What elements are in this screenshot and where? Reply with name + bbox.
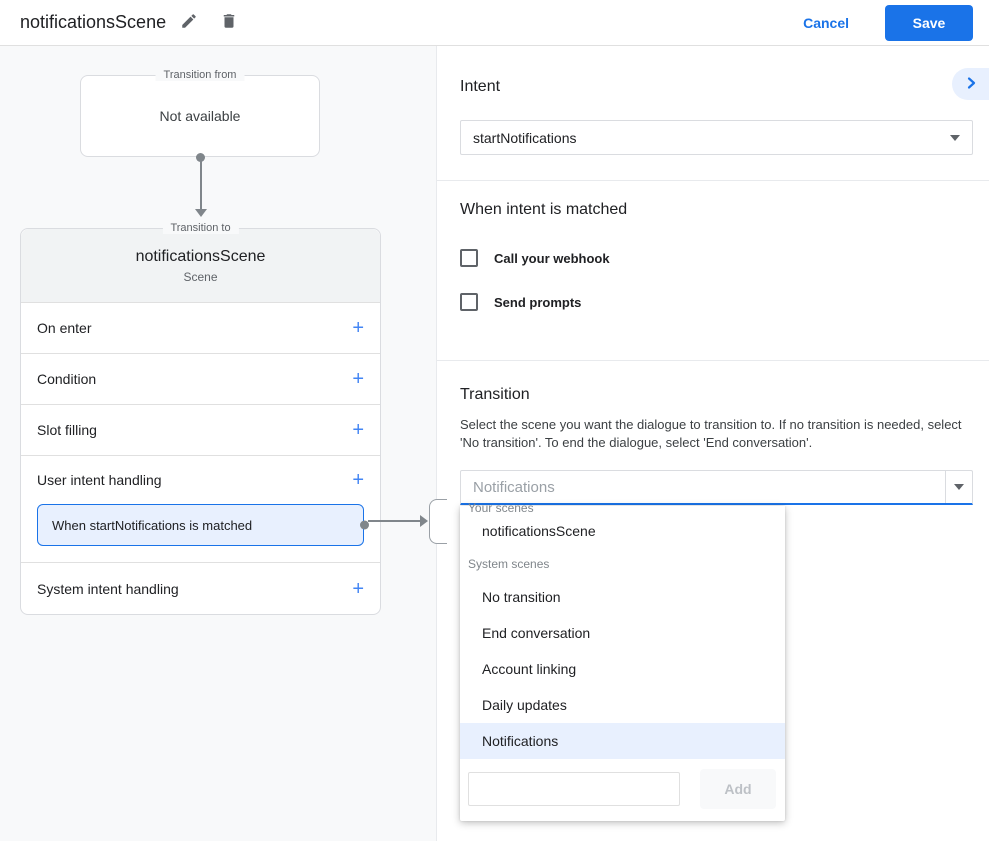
dropdown-footer — [460, 759, 785, 821]
arrow-right-icon — [420, 515, 428, 527]
matched-heading: When intent is matched — [460, 201, 628, 218]
section-on-enter[interactable]: On enter + — [21, 303, 380, 354]
caret-down-icon — [954, 484, 964, 490]
transition-to-legend: Transition to — [162, 222, 238, 234]
scene-card — [20, 222, 381, 615]
arrow-down-icon — [195, 209, 207, 217]
checkbox-call-webhook[interactable]: Call your webhook — [460, 249, 610, 267]
section-divider — [437, 360, 989, 361]
collapse-panel-button[interactable] — [952, 68, 989, 100]
dropdown-item-notificationsscene[interactable]: notificationsScene — [482, 523, 596, 539]
caret-down-icon — [950, 135, 960, 141]
partial-target-node — [429, 499, 447, 544]
dropdown-item-no-transition[interactable]: No transition — [482, 589, 561, 605]
dropdown-item-end-conversation[interactable]: End conversation — [482, 625, 591, 641]
dropdown-item-account-linking[interactable]: Account linking — [482, 661, 577, 677]
chevron-right-icon — [965, 77, 977, 92]
section-condition[interactable]: Condition + — [21, 354, 380, 405]
section-system-intent-handling[interactable]: System intent handling + — [21, 563, 380, 614]
save-button[interactable]: Save — [885, 5, 973, 41]
add-scene-button[interactable]: Add — [700, 769, 776, 809]
add-icon[interactable] — [352, 369, 364, 389]
transition-combobox — [460, 470, 973, 505]
add-icon[interactable] — [352, 579, 364, 599]
edit-title-button[interactable] — [172, 6, 206, 40]
add-icon[interactable] — [352, 318, 364, 338]
transition-description: Select the scene you want the dialogue to transition to. If no transition is needed, select 'No transition'. To end the dialogue, select 'End conversation'. — [460, 417, 962, 450]
transition-from-node[interactable] — [80, 69, 320, 157]
scene-card-header — [21, 229, 380, 303]
intent-select[interactable]: startNotifications — [460, 120, 973, 155]
transition-heading: Transition — [460, 386, 530, 403]
cancel-button[interactable]: Cancel — [803, 14, 849, 31]
delete-scene-button[interactable] — [212, 6, 246, 40]
section-slot-filling[interactable]: Slot filling + — [21, 405, 380, 456]
top-bar — [0, 0, 989, 46]
dropdown-item-daily-updates[interactable]: Daily updates — [482, 697, 567, 713]
dropdown-group-clipped — [460, 501, 785, 513]
connector-line-horizontal — [368, 520, 422, 522]
transition-from-legend: Transition from — [156, 69, 245, 81]
scene-dropdown-menu — [460, 501, 785, 821]
transition-scene-input[interactable] — [461, 471, 945, 503]
add-icon[interactable] — [352, 420, 364, 440]
user-intent-handling-header[interactable]: User intent handling + — [21, 456, 380, 504]
trash-icon — [220, 12, 238, 33]
group-label-system-scenes: System scenes — [468, 557, 550, 571]
section-divider — [437, 180, 989, 181]
checkbox-icon[interactable] — [460, 293, 478, 311]
scene-card-title: notificationsScene — [135, 247, 266, 265]
checkbox-send-prompts[interactable]: Send prompts — [460, 293, 581, 311]
combobox-caret-button[interactable] — [945, 471, 972, 503]
pencil-icon — [180, 12, 198, 33]
add-icon[interactable] — [352, 470, 364, 490]
transition-from-value: Not available — [159, 108, 241, 124]
connector-line-vertical — [200, 160, 202, 210]
group-label-row — [460, 549, 785, 579]
scene-card-subtitle: Scene — [183, 269, 218, 284]
section-user-intent-handling — [21, 456, 380, 563]
intent-heading: Intent — [460, 78, 501, 95]
group-label-your-scenes: Your scenes — [468, 501, 534, 515]
intent-handler-chip-selected[interactable]: When startNotifications is matched — [37, 504, 364, 546]
dropdown-item-notifications-highlighted[interactable]: Notifications — [460, 723, 785, 759]
page-title: notificationsScene — [20, 12, 167, 32]
new-scene-name-input[interactable] — [468, 772, 680, 806]
diagram-panel — [0, 46, 437, 841]
checkbox-icon[interactable] — [460, 249, 478, 267]
